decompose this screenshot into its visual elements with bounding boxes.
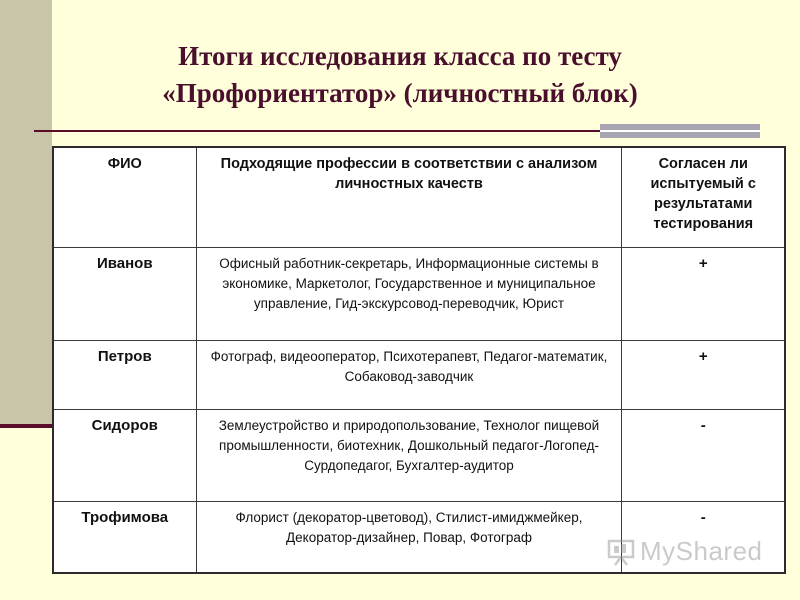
slide-title-line2: «Профориентатор» (личностный блок): [162, 78, 638, 108]
table-row: [53, 340, 785, 409]
title-accent-line: [600, 130, 760, 132]
row-agreement: -: [622, 409, 785, 501]
row-professions: Флорист (декоратор-цветовод), Стилист-имиджмейкер, Декоратор-дизайнер, Повар, Фотограф: [196, 501, 622, 573]
header-agreement: Согласен ли испытуемый с результатами тестирования: [622, 147, 785, 247]
watermark-text: MyShared: [640, 536, 763, 566]
table-row: [53, 247, 785, 340]
slide-title: [60, 38, 740, 112]
header-name: ФИО: [53, 147, 196, 247]
presentation-board-icon: [606, 537, 636, 567]
left-decor-bar: [0, 0, 52, 426]
row-name: Иванов: [53, 247, 196, 340]
row-professions: Фотограф, видеооператор, Психотерапевт, Педагог-математик, Собаковод-заводчик: [196, 340, 622, 409]
results-table: [52, 146, 786, 574]
row-agreement: +: [622, 340, 785, 409]
row-professions: Землеустройство и природопользование, Технолог пищевой промышленности, биотехник, Дошкольный педагог-Логопед-Сурдопедагог, Бухгалтер-аудитор: [196, 409, 622, 501]
slide-title-line1: Итоги исследования класса по тесту: [178, 41, 622, 71]
left-decor-line: [0, 424, 52, 428]
row-name: Петров: [53, 340, 196, 409]
row-name: Сидоров: [53, 409, 196, 501]
row-agreement: +: [622, 247, 785, 340]
row-name: Трофимова: [53, 501, 196, 573]
table-header-row: [53, 147, 785, 247]
row-agreement: -: [622, 501, 785, 573]
header-professions: Подходящие профессии в соответствии с анализом личностных качеств: [196, 147, 622, 247]
watermark: [606, 536, 763, 567]
row-professions: Офисный работник-секретарь, Информационные системы в экономике, Маркетолог, Государственное и муниципальное управление, Гид-экскурсовод-переводчик, Юрист: [196, 247, 622, 340]
table-row: [53, 409, 785, 501]
